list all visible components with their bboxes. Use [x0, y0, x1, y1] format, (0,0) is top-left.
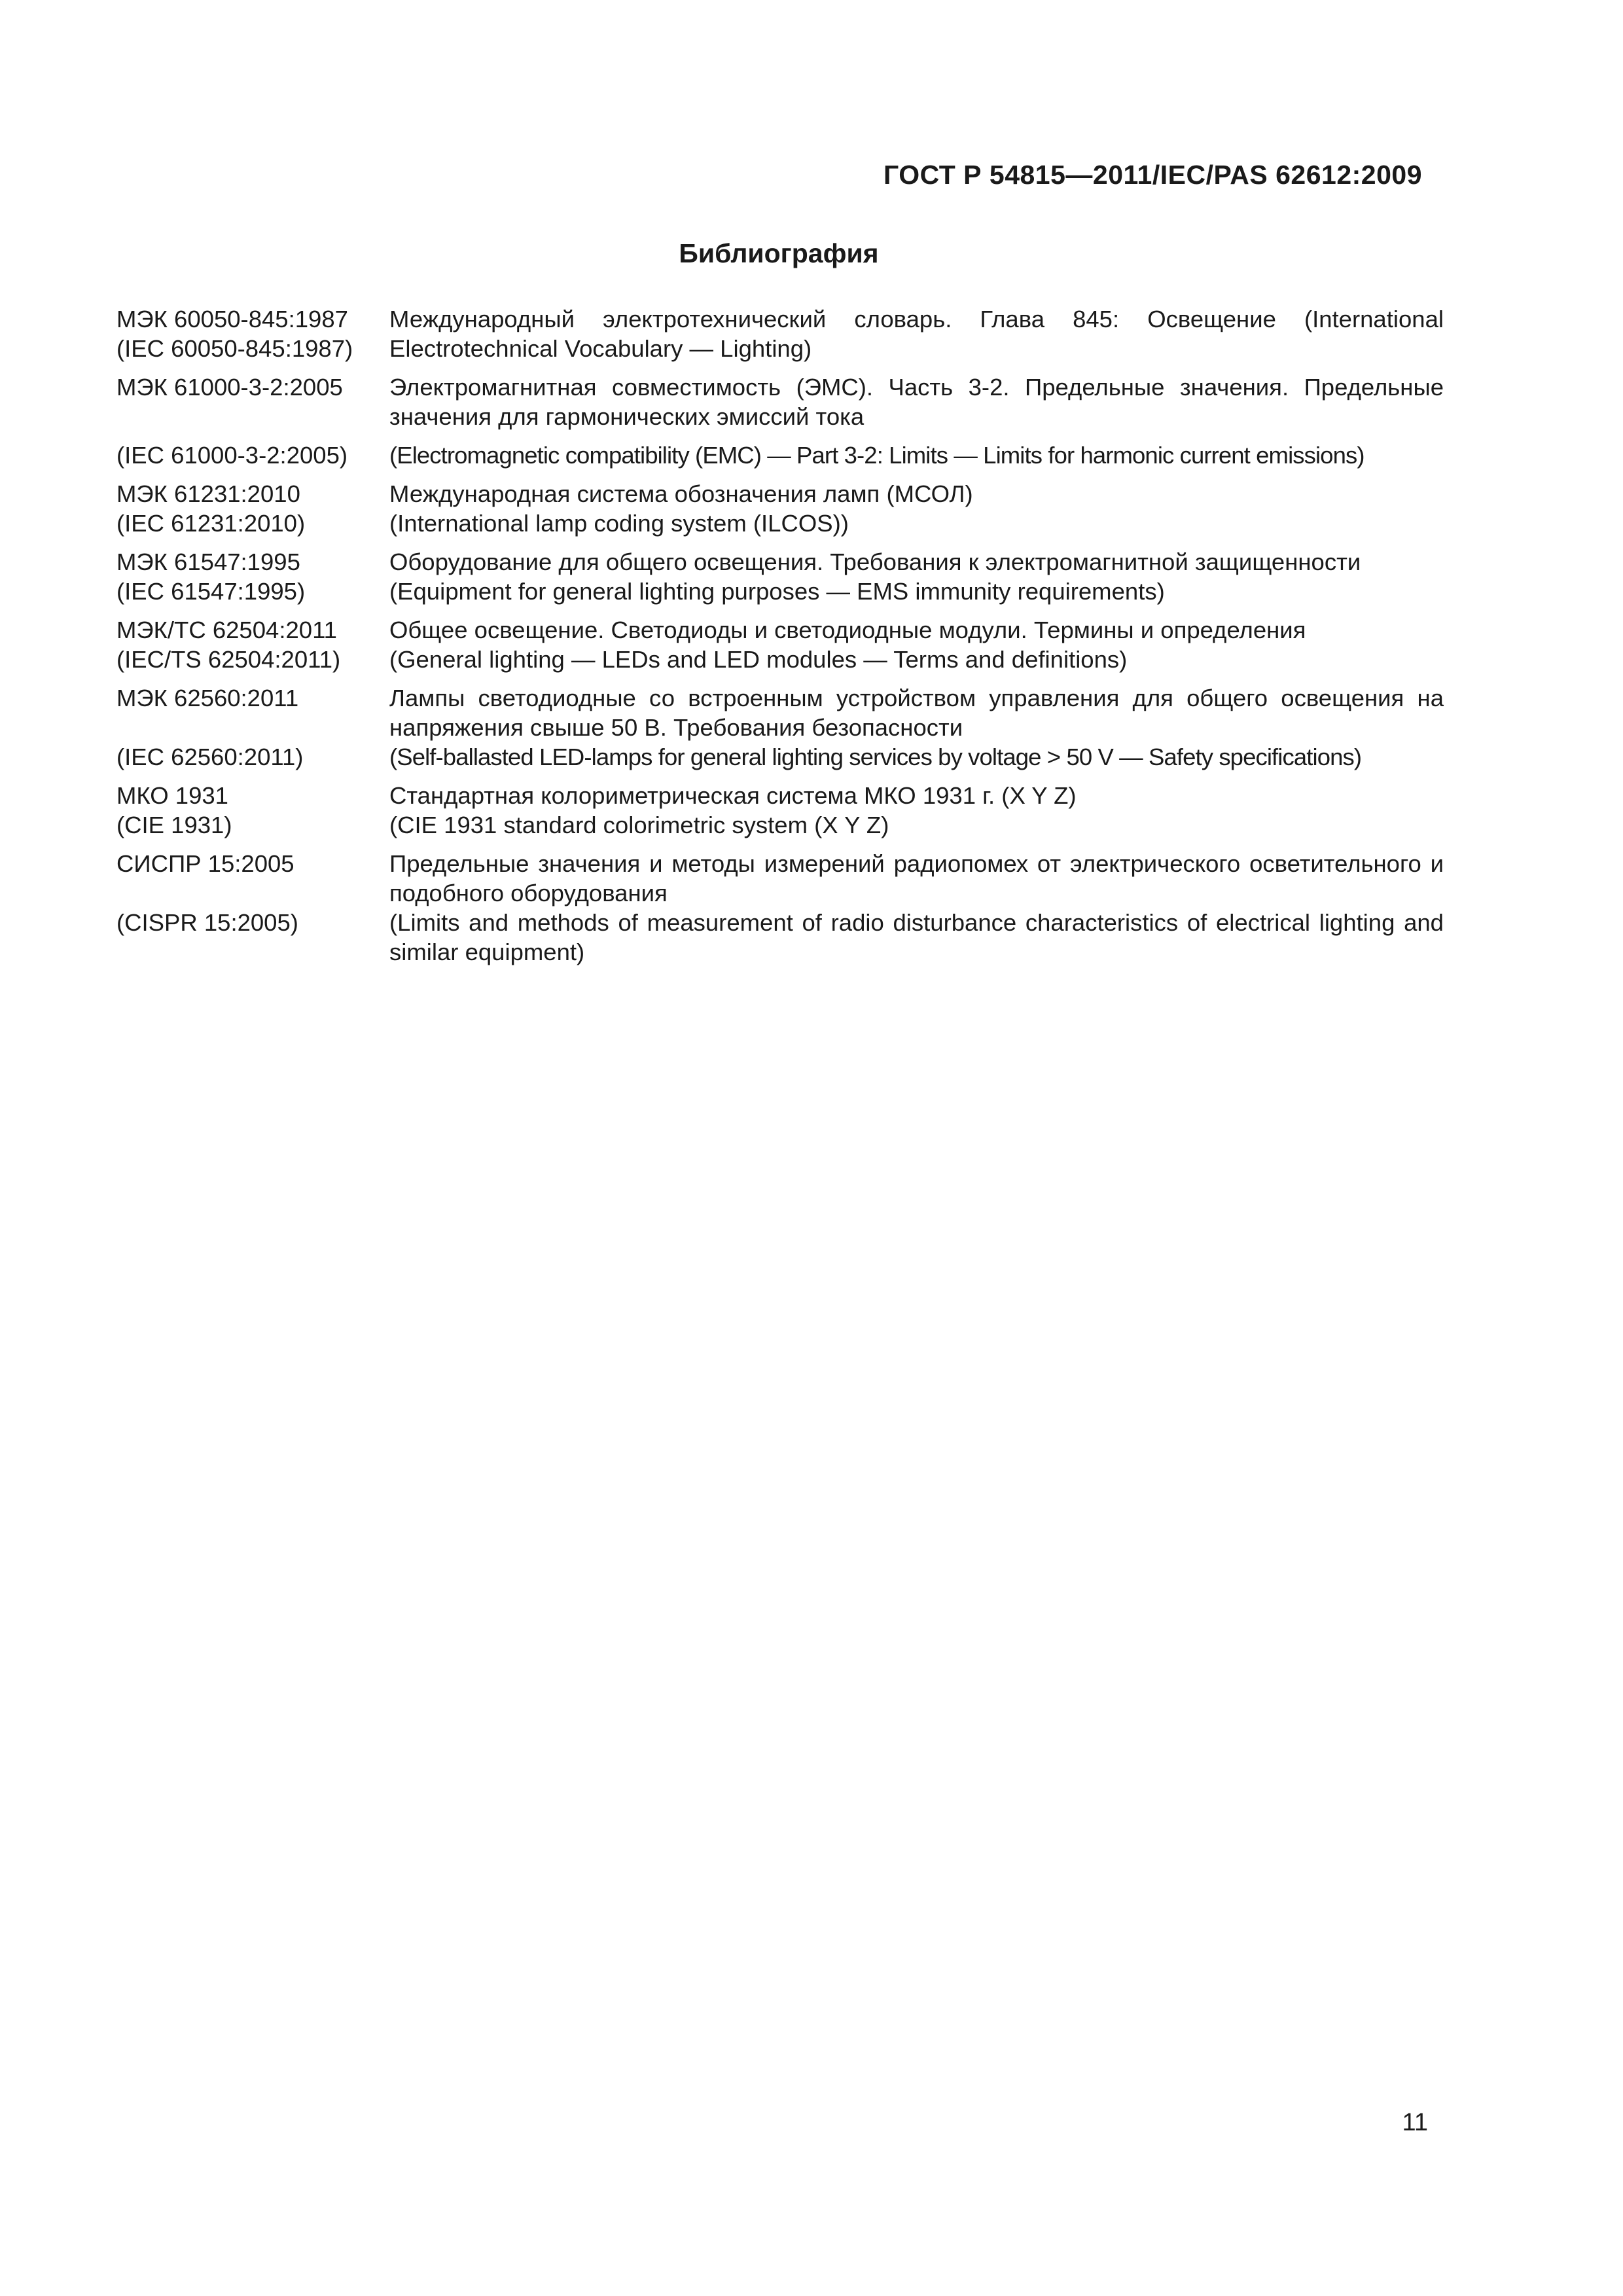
bibliography-code: МЭК 60050-845:1987 [116, 306, 348, 332]
bibliography-code: (IEC 61000-3-2:2005) [116, 442, 348, 469]
bibliography-code: СИСПР 15:2005 [116, 850, 294, 877]
page-number: 11 [1402, 2109, 1428, 2136]
bibliography-title: Стандартная колориметрическая система МКО 1931 г. (X Y Z) [389, 782, 1077, 809]
bibliography-code: МЭК/ТС 62504:2011 [116, 617, 337, 643]
bibliography-title: Предельные значения и методы измерений радиопомех от электрического осветительного и подобного оборудования [389, 850, 1444, 906]
bibliography-title: (Equipment for general lighting purposes — EMS immunity requirements) [389, 578, 1165, 605]
bibliography-code: МЭК 61231:2010 [116, 480, 300, 507]
bibliography-row [116, 440, 1444, 470]
bibliography-row [116, 615, 1444, 645]
bibliography-row [116, 683, 1444, 742]
bibliography-title: Оборудование для общего освещения. Требования к электромагнитной защищенности [389, 548, 1361, 575]
bibliography-row [116, 849, 1444, 908]
bibliography-title: Международная система обозначения ламп (МСОЛ) [389, 480, 973, 507]
bibliography-title: (Self-ballasted LED-lamps for general lighting services by voltage > 50 V — Safety specifications) [389, 744, 1362, 770]
bibliography-title: Общее освещение. Светодиоды и светодиодные модули. Термины и определения [389, 617, 1306, 643]
bibliography-code: (IEC 61231:2010) [116, 510, 306, 537]
bibliography-row [116, 742, 1444, 772]
bibliography-code: МЭК 62560:2011 [116, 685, 299, 711]
bibliography-title: (Electromagnetic compatibility (EMC) — Part 3-2: Limits — Limits for harmonic current emissions) [389, 442, 1364, 469]
bibliography-row [116, 645, 1444, 674]
bibliography-title: Electrotechnical Vocabulary — Lighting) [389, 335, 812, 362]
bibliography-code: МЭК 61000-3-2:2005 [116, 374, 343, 401]
bibliography-row [116, 908, 1444, 967]
bibliography-row [116, 479, 1444, 509]
bibliography-code: (CISPR 15:2005) [116, 909, 298, 936]
bibliography-row [116, 810, 1444, 840]
bibliography-title: (International lamp coding system (ILCOS)) [389, 510, 849, 537]
bibliography-title: (Limits and methods of measurement of radio disturbance characteristics of electrical lighting and similar equipment) [389, 909, 1444, 965]
bibliography-row [116, 577, 1444, 606]
bibliography-row [116, 547, 1444, 577]
page-title: Библиография [679, 238, 879, 268]
bibliography-row [116, 372, 1444, 431]
bibliography-code: (IEC 62560:2011) [116, 744, 304, 770]
bibliography-title: (General lighting — LEDs and LED modules — Terms and definitions) [389, 646, 1128, 673]
bibliography-code: (IEC 60050-845:1987) [116, 335, 353, 362]
bibliography-row [116, 509, 1444, 538]
bibliography-code: МКО 1931 [116, 782, 228, 809]
bibliography-row [116, 304, 1444, 334]
bibliography-code: (CIE 1931) [116, 812, 232, 838]
bibliography-title: Электромагнитная совместимость (ЭМС). Часть 3-2. Предельные значения. Предельные значения для гармонических эмиссий тока [389, 374, 1444, 430]
bibliography-row [116, 781, 1444, 810]
bibliography-code: (IEC/TS 62504:2011) [116, 646, 341, 673]
bibliography-list [116, 304, 1444, 967]
standard-header: ГОСТ Р 54815—2011/IEC/PAS 62612:2009 [883, 160, 1422, 190]
bibliography-row [116, 334, 1444, 363]
bibliography-title: Международный электротехнический словарь. Глава 845: Освещение (International [389, 306, 1444, 332]
bibliography-title: Лампы светодиодные со встроенным устройством управления для общего освещения на напряжения свыше 50 В. Требования безопасности [389, 685, 1444, 741]
bibliography-code: (IEC 61547:1995) [116, 578, 306, 605]
bibliography-code: МЭК 61547:1995 [116, 548, 300, 575]
bibliography-title: (CIE 1931 standard colorimetric system (X Y Z) [389, 812, 889, 838]
